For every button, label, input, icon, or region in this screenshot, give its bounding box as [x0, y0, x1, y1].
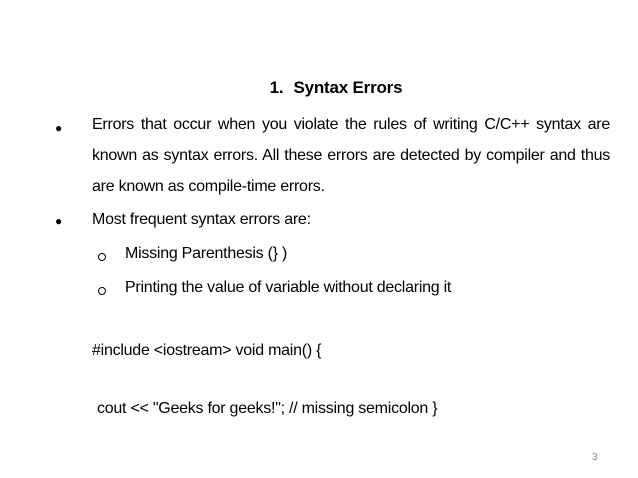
code-line-include: #include <iostream> void main() {	[92, 342, 322, 359]
sub-bullet-circle	[98, 287, 106, 295]
bullet-dot: ●	[55, 214, 63, 228]
slide-title	[0, 78, 638, 98]
title-text: Syntax Errors	[293, 78, 403, 97]
bullet-most-frequent: Most frequent syntax errors are:	[92, 211, 311, 228]
bullet-paragraph-syntax-errors: Errors that occur when you violate the rules of writing C/C++ syntax are known as syntax errors. All these errors are detected by compiler and thus are known as compile-time errors.	[92, 116, 610, 195]
code-line-cout: cout << "Geeks for geeks!"; // missing semicolon }	[97, 400, 438, 417]
title-number: 1.	[269, 78, 284, 97]
sub-item-printing-value: Printing the value of variable without declaring it	[125, 279, 452, 296]
page-number: 3	[592, 452, 598, 463]
bullet-dot: ●	[55, 121, 63, 135]
sub-bullet-circle	[98, 253, 106, 261]
sub-item-missing-parenthesis: Missing Parenthesis (} )	[125, 245, 288, 262]
